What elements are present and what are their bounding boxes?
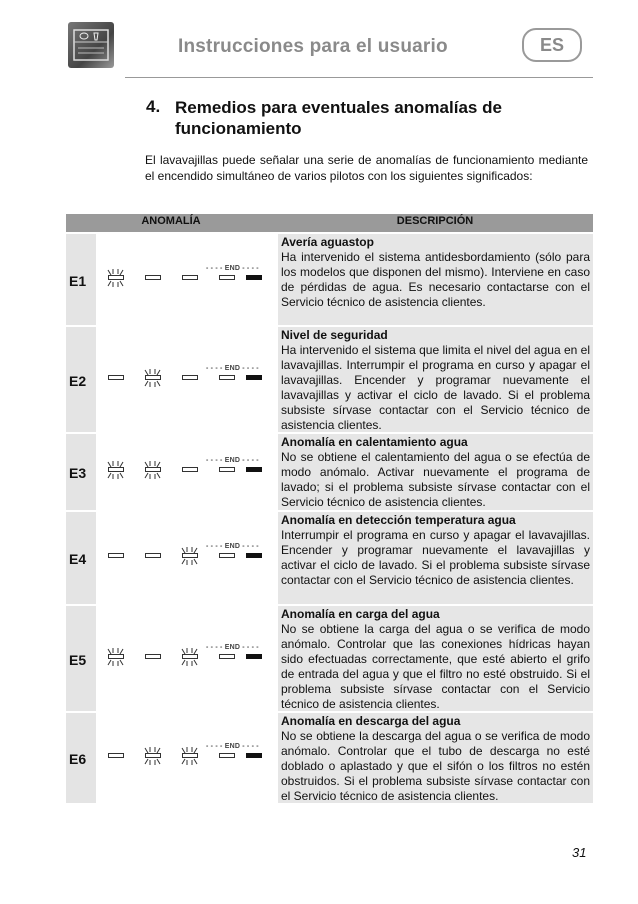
led-on bbox=[246, 467, 262, 472]
table-row bbox=[66, 711, 593, 803]
anomaly-title: Anomalía en descarga del agua bbox=[281, 714, 461, 728]
led-off bbox=[219, 275, 235, 280]
led-off bbox=[108, 753, 124, 758]
end-dash-icon: - - - - bbox=[240, 457, 259, 464]
anomaly-code-cell bbox=[66, 432, 96, 510]
end-label bbox=[206, 743, 266, 750]
led-off bbox=[182, 375, 198, 380]
end-text: END bbox=[224, 743, 241, 750]
anomaly-description: No se obtiene el calentamiento del agua o se efectúa de modo anómalo. Activar nuevamente el programa de lavado; si el problema subsiste sírvase contactar con el Servicio técnico de asistencia clientes. bbox=[281, 450, 590, 509]
description-cell bbox=[278, 325, 593, 432]
led-off bbox=[219, 753, 235, 758]
blink-rays-icon bbox=[105, 268, 127, 288]
end-dash-icon: - - - - bbox=[206, 543, 225, 550]
section-number: 4. bbox=[146, 97, 161, 116]
anomaly-code-cell bbox=[66, 325, 96, 432]
description-cell bbox=[278, 604, 593, 711]
anomaly-description: No se obtiene la carga del agua o se verifica de modo anómalo. Controlar que las conexiones hídricas hayan sido efectuadas correctamente, que esté abierto el grifo de entrada del agua y que el filtro no esté obstruido. Si el problema subsiste sírvase contactar con el Servicio técnico de asistencia clientes. bbox=[281, 622, 590, 711]
column-header-descripcion: DESCRIPCIÓN bbox=[396, 215, 474, 227]
end-label bbox=[206, 265, 266, 272]
led-off bbox=[108, 375, 124, 380]
led-on bbox=[246, 654, 262, 659]
end-text: END bbox=[224, 364, 241, 372]
blink-rays-icon bbox=[179, 746, 201, 766]
table-row bbox=[66, 232, 593, 325]
indicator-lights bbox=[108, 644, 268, 670]
table-row bbox=[66, 432, 593, 510]
end-text: END bbox=[224, 457, 241, 464]
led-off bbox=[108, 553, 124, 558]
end-text: END bbox=[224, 643, 241, 651]
anomaly-code: E1 bbox=[69, 272, 87, 289]
section-intro: El lavavajillas puede señalar una serie de anomalías de funcionamiento mediante el encendido simultáneo de varios pilotos con los siguientes significados: bbox=[145, 153, 588, 183]
anomaly-description: Interrumpir el programa en curso y apagar el lavavajillas. Encender y programar nuevamente el lavavajillas y activar el ciclo de lavado. Si el problema subsiste sírvase contactar con el Servicio técnico de asistencia clientes. bbox=[281, 528, 590, 587]
table-row bbox=[66, 325, 593, 432]
page-number: 31 bbox=[572, 845, 587, 860]
table-row bbox=[66, 510, 593, 604]
anomaly-code: E3 bbox=[69, 465, 87, 481]
end-dash-icon: - - - - bbox=[206, 364, 225, 372]
end-dash-icon: - - - - bbox=[240, 643, 259, 651]
led-on bbox=[246, 753, 262, 758]
end-text: END bbox=[224, 543, 241, 550]
blink-rays-icon bbox=[142, 460, 164, 480]
led-off bbox=[182, 275, 198, 280]
led-off bbox=[182, 467, 198, 472]
end-text: END bbox=[224, 264, 241, 272]
description-cell bbox=[278, 711, 593, 803]
anomaly-title: Avería aguastop bbox=[281, 235, 374, 249]
end-label bbox=[206, 365, 266, 372]
anomaly-code-cell bbox=[66, 711, 96, 803]
section-title: Remedios para eventuales anomalías de funcionamiento bbox=[175, 98, 502, 138]
end-label bbox=[206, 543, 266, 550]
led-off bbox=[145, 275, 161, 280]
anomaly-code: E5 bbox=[69, 651, 87, 668]
led-on bbox=[246, 553, 262, 558]
anomaly-description: No se obtiene la descarga del agua o se verifica de modo anómalo. Controlar que el tubo de descarga no esté doblado o aplastado y que el sifón o los filtros no estén obstruidos. Si el problema subsiste sírvase contactar con el Servicio técnico de asistencia clientes. bbox=[281, 729, 590, 803]
column-header-anomalia: ANOMALÍA bbox=[141, 215, 201, 227]
language-badge: ES bbox=[522, 28, 582, 62]
table-row bbox=[66, 604, 593, 711]
blink-rays-icon bbox=[105, 647, 127, 667]
anomaly-code: E6 bbox=[69, 751, 87, 767]
anomaly-title: Anomalía en calentamiento agua bbox=[281, 435, 468, 449]
led-off bbox=[145, 654, 161, 659]
end-label bbox=[206, 644, 266, 651]
anomaly-title: Anomalía en carga del agua bbox=[281, 607, 440, 621]
header-divider bbox=[125, 77, 593, 78]
led-off bbox=[219, 467, 235, 472]
anomaly-title: Nivel de seguridad bbox=[281, 328, 388, 342]
led-on bbox=[246, 275, 262, 280]
dishwasher-logo-icon bbox=[68, 22, 114, 68]
blink-rays-icon bbox=[142, 368, 164, 388]
indicator-lights bbox=[108, 543, 268, 569]
led-off bbox=[145, 553, 161, 558]
anomaly-title: Anomalía en detección temperatura agua bbox=[281, 513, 516, 527]
indicator-lights bbox=[108, 743, 268, 769]
end-label bbox=[206, 457, 266, 464]
indicator-lights bbox=[108, 457, 268, 483]
anomaly-code-cell bbox=[66, 604, 96, 711]
led-off bbox=[219, 553, 235, 558]
end-dash-icon: - - - - bbox=[240, 743, 259, 750]
anomaly-description: Ha intervenido el sistema que limita el nivel del agua en el lavavajillas. Interrumpir el programa en curso y apagar el lavavajillas. Encender y programar nuevamente el lavavajillas y activar el ciclo de lavado. Si el problema subsiste sírvase contactar con el Servicio técnico de asistencia clientes. bbox=[281, 343, 590, 432]
end-dash-icon: - - - - bbox=[240, 264, 259, 272]
led-on bbox=[246, 375, 262, 380]
blink-rays-icon bbox=[179, 546, 201, 566]
blink-rays-icon bbox=[179, 647, 201, 667]
end-dash-icon: - - - - bbox=[240, 543, 259, 550]
led-off bbox=[219, 654, 235, 659]
blink-rays-icon bbox=[142, 746, 164, 766]
description-cell bbox=[278, 432, 593, 510]
led-off bbox=[219, 375, 235, 380]
anomaly-description: Ha intervenido el sistema antidesbordamiento (sólo para los modelos que disponen del mismo). Interviene en caso de pérdidas de agua. Es necesario contactarse con el Servicio técnico de asistencia clientes. bbox=[281, 250, 590, 309]
end-dash-icon: - - - - bbox=[206, 643, 225, 651]
anomaly-code: E4 bbox=[69, 551, 87, 567]
header-title: Instrucciones para el usuario bbox=[178, 36, 448, 57]
anomaly-code: E2 bbox=[69, 372, 87, 389]
indicator-lights bbox=[108, 365, 268, 391]
end-dash-icon: - - - - bbox=[206, 264, 225, 272]
blink-rays-icon bbox=[105, 460, 127, 480]
end-dash-icon: - - - - bbox=[206, 743, 225, 750]
end-dash-icon: - - - - bbox=[240, 364, 259, 372]
end-dash-icon: - - - - bbox=[206, 457, 225, 464]
anomaly-code-cell bbox=[66, 510, 96, 604]
description-cell bbox=[278, 510, 593, 604]
indicator-lights bbox=[108, 265, 268, 291]
description-cell bbox=[278, 232, 593, 325]
anomaly-code-cell bbox=[66, 232, 96, 325]
